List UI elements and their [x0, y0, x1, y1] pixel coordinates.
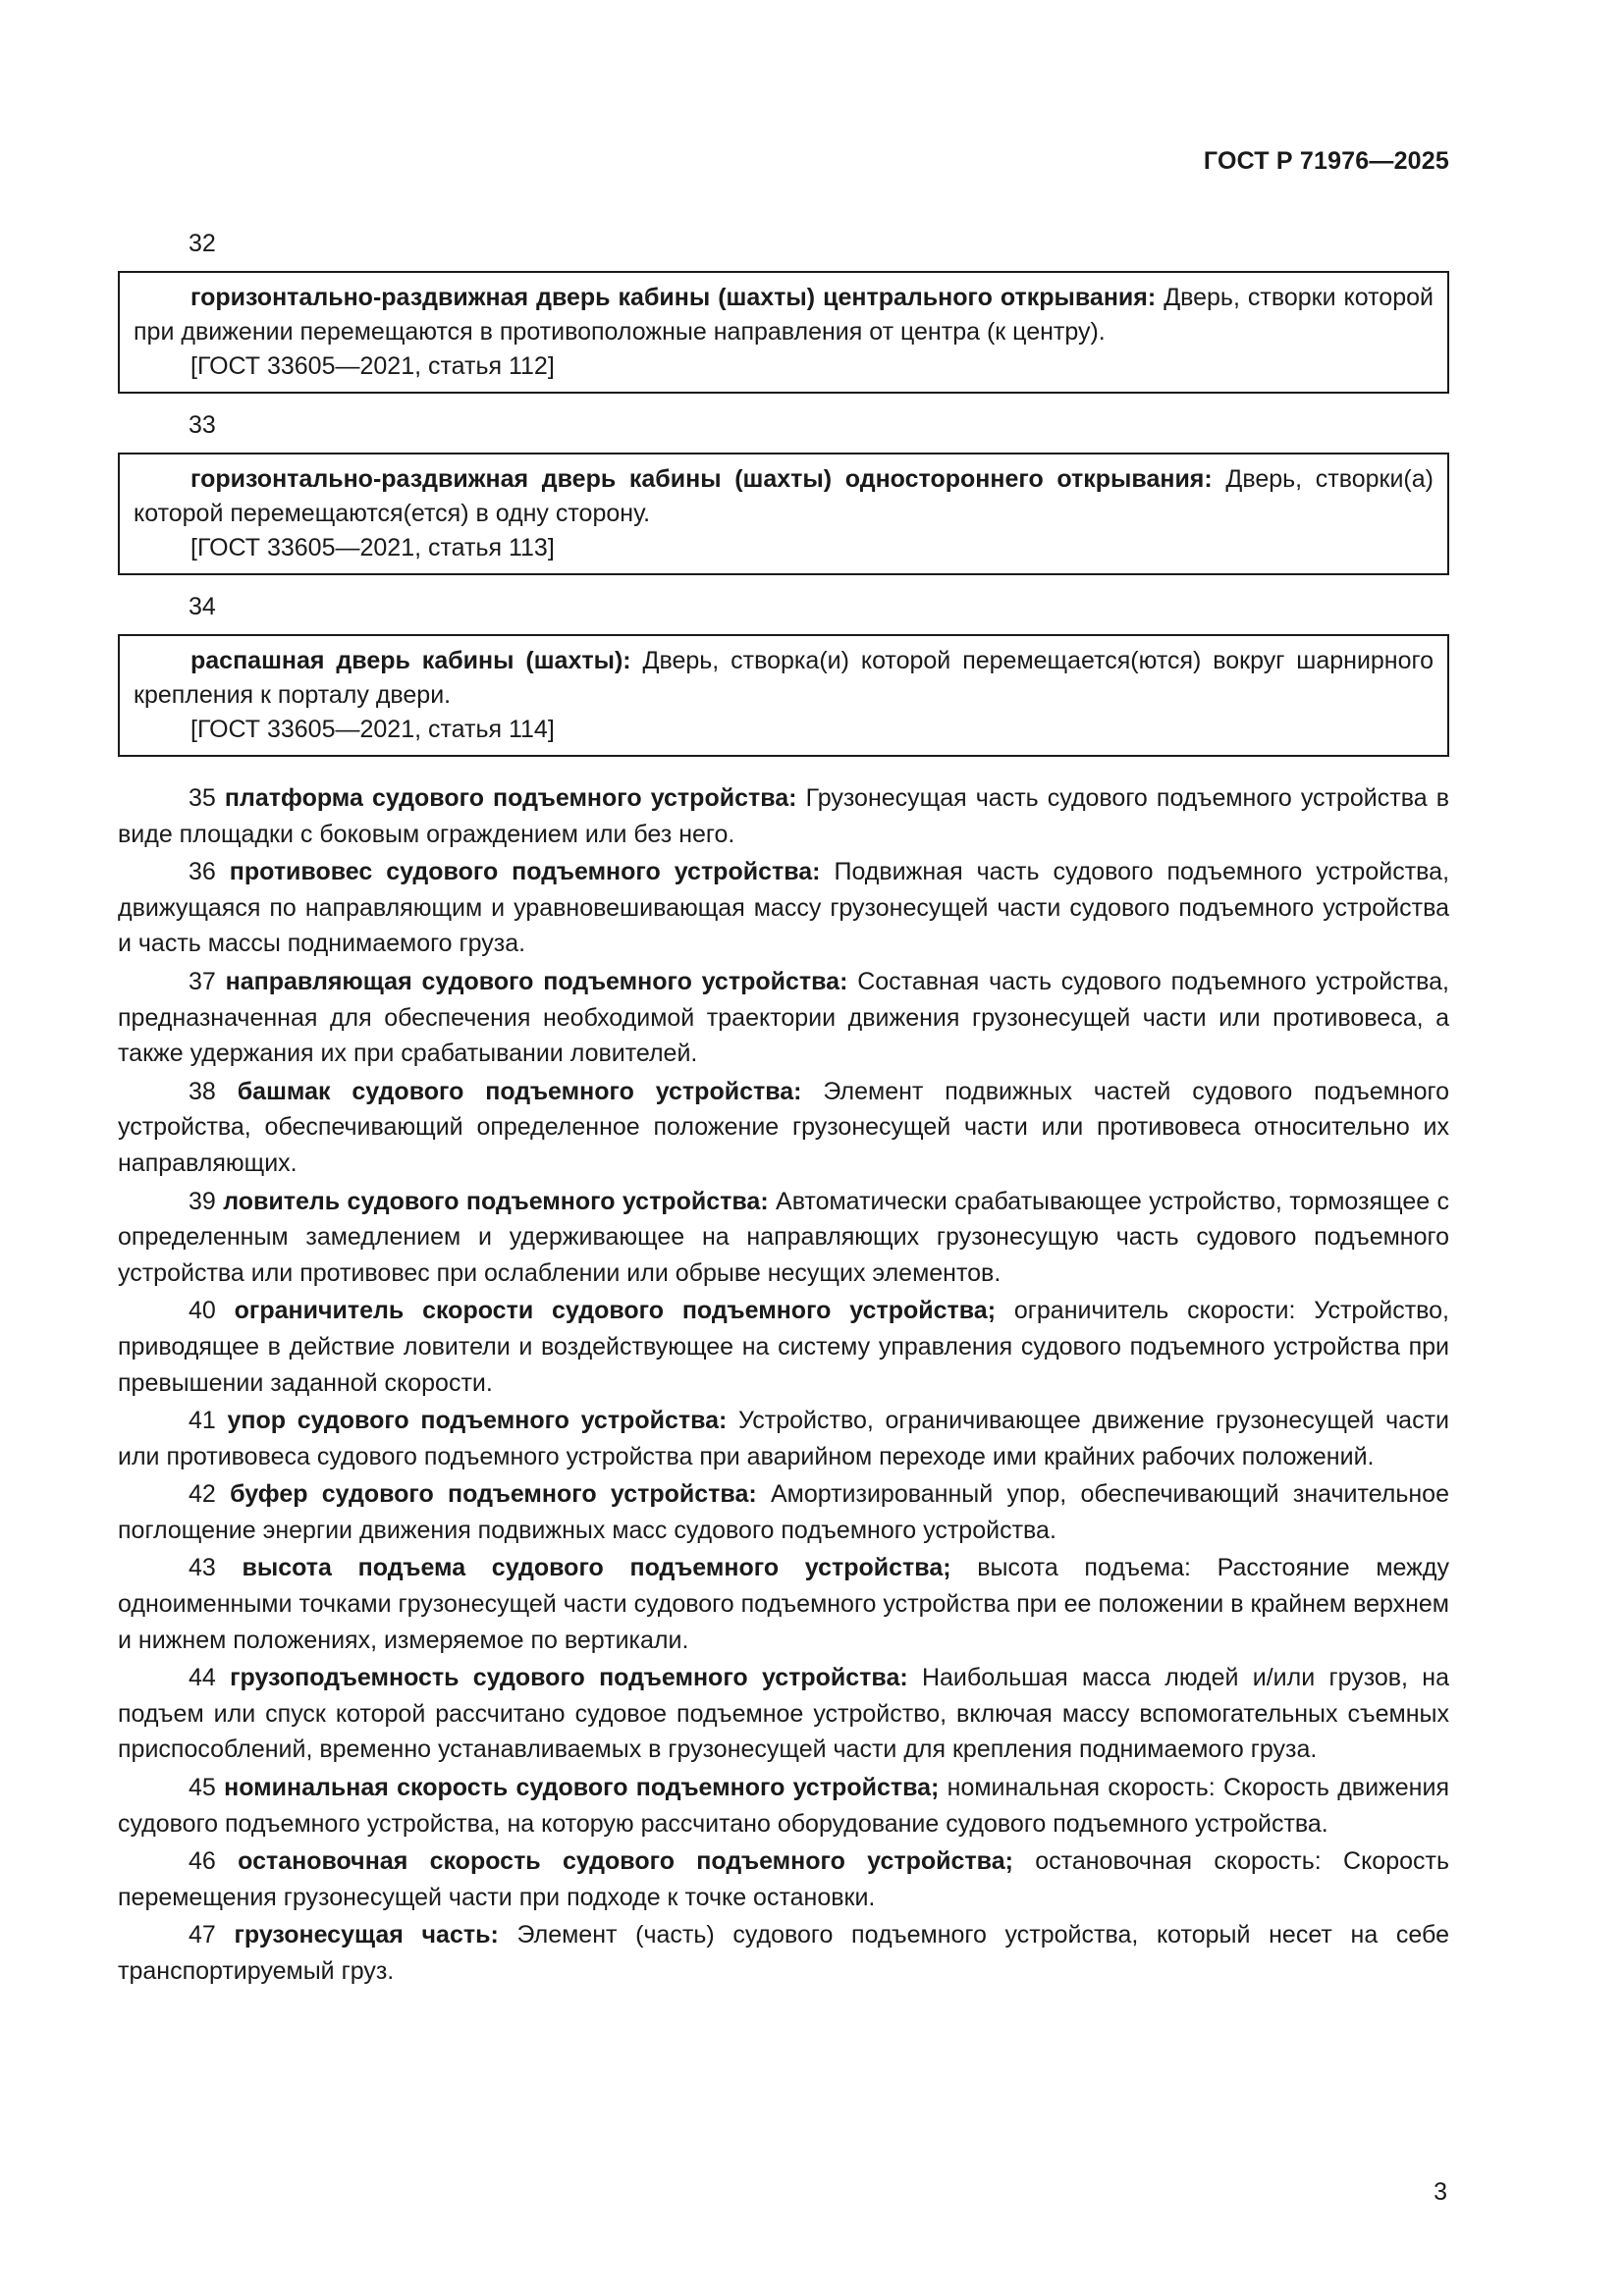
- term-name: башмак судового подъемного устройства:: [237, 1077, 802, 1105]
- term-name: платформа судового подъемного устройства:: [224, 784, 797, 812]
- boxed-term-text: [134, 462, 1434, 531]
- term-entry: [118, 964, 1449, 1072]
- term-name: грузоподъемность судового подъемного устройства:: [230, 1664, 908, 1692]
- term-entry: [118, 1550, 1449, 1658]
- term-entry: [118, 1660, 1449, 1768]
- boxed-term: [118, 453, 1449, 575]
- term-entry: [118, 1074, 1449, 1182]
- boxed-term-text: [134, 644, 1434, 713]
- entry-number: 45: [189, 1774, 216, 1802]
- term-name: грузонесущая часть:: [234, 1921, 499, 1949]
- entry-number: 35: [189, 784, 216, 812]
- page-number: 3: [1434, 2178, 1447, 2206]
- term-name: ловитель судового подъемного устройства:: [223, 1187, 769, 1215]
- term-definition: Амортизированный упор, обеспечивающий значительное поглощение энергии движения подвижных масс судового подъемного устройства.: [118, 1480, 1449, 1544]
- term-entry: [118, 1184, 1449, 1292]
- term-name: направляющая судового подъемного устройства:: [225, 967, 848, 995]
- term-definition: Наибольшая масса людей и/или грузов, на подъем или спуск которой рассчитано судовое подъемное устройство, включая массу вспомогательных съемных приспособлений, временно устанавливаемых в грузонесущей части для крепления поднимаемого груза.: [118, 1664, 1449, 1764]
- term-definition: Устройство, ограничивающее движение грузонесущей части или противовеса судового подъемного устройства при аварийном переходе ими крайних рабочих положений.: [118, 1407, 1449, 1470]
- term-definition: Грузонесущая часть судового подъемного устройства в виде площадки с боковым ограждением или без него.: [118, 784, 1450, 848]
- term-list: [118, 780, 1449, 1990]
- term-name: горизонтально-раздвижная дверь кабины (шахты) одностороннего открывания:: [190, 465, 1213, 493]
- term-definition: Элемент (часть) судового подъемного устройства, который несет на себе транспортируемый груз.: [118, 1921, 1449, 1985]
- boxed-term-number: 34: [189, 593, 216, 620]
- term-definition: Элемент подвижных частей судового подъемного устройства, обеспечивающий определенное положение грузонесущей части или противовеса относительно их направляющих.: [118, 1077, 1450, 1177]
- entry-number: 44: [189, 1664, 216, 1692]
- term-entry: [118, 1770, 1449, 1842]
- page-content: [118, 226, 1449, 1992]
- term-reference: [ГОСТ 33605—2021, статья 113]: [190, 534, 555, 561]
- term-definition: остановочная скорость: Скорость перемещения грузонесущей части при подходе к точке остановки.: [118, 1847, 1449, 1911]
- term-entry: [118, 1293, 1449, 1401]
- boxed-term-number: 32: [189, 230, 216, 257]
- entry-number: 36: [189, 858, 216, 886]
- term-definition: Автоматически срабатывающее устройство, тормозящее с определенным замедлением и удерживающее на направляющих грузонесущую часть судового подъемного устройства или противовес при ослаблении или обрыве несущих элементов.: [118, 1187, 1450, 1287]
- entry-number: 47: [189, 1921, 216, 1949]
- boxed-term: [118, 271, 1449, 394]
- term-name: ограничитель скорости судового подъемного устройства;: [234, 1297, 997, 1325]
- boxed-term-text: [134, 281, 1434, 349]
- boxed-term: [118, 634, 1449, 757]
- term-definition: ограничитель скорости: Устройство, приводящее в действие ловители и воздействующее на систему управления судового подъемного устройства при превышении заданной скорости.: [118, 1297, 1449, 1397]
- term-reference: [ГОСТ 33605—2021, статья 112]: [190, 352, 555, 380]
- term-definition: Дверь, створка(и) которой перемещается(ются) вокруг шарнирного крепления к порталу двери.: [134, 647, 1434, 709]
- term-name: номинальная скорость судового подъемного устройства;: [224, 1774, 940, 1802]
- term-entry: [118, 780, 1449, 852]
- entry-number: 46: [189, 1847, 216, 1876]
- term-definition: Дверь, створки которой при движении перемещаются в противоположные направления от центра (к центру).: [134, 284, 1434, 346]
- term-name: горизонтально-раздвижная дверь кабины (шахты) центрального открывания:: [190, 284, 1157, 311]
- document-header: ГОСТ Р 71976—2025: [1203, 147, 1449, 175]
- entry-number: 40: [189, 1297, 216, 1325]
- entry-number: 41: [189, 1407, 216, 1435]
- term-definition: Дверь, створки(а) которой перемещаются(ется) в одну сторону.: [134, 465, 1434, 527]
- entry-number: 43: [189, 1554, 216, 1582]
- term-name: высота подъема судового подъемного устройства;: [242, 1554, 951, 1582]
- term-definition: номинальная скорость: Скорость движения судового подъемного устройства, на которую рассчитано оборудование судового подъемного устройства.: [118, 1774, 1449, 1838]
- term-entry: [118, 1917, 1449, 1989]
- term-entry: [118, 1403, 1449, 1474]
- term-name: буфер судового подъемного устройства:: [230, 1480, 757, 1509]
- entry-number: 37: [189, 967, 216, 995]
- term-definition: Подвижная часть судового подъемного устройства, движущаяся по направляющим и уравновешивающая массу грузонесущей части судового подъемного устройства и часть массы поднимаемого груза.: [118, 858, 1450, 958]
- term-reference: [ГОСТ 33605—2021, статья 114]: [190, 716, 555, 743]
- entry-number: 42: [189, 1480, 216, 1509]
- term-name: противовес судового подъемного устройства:: [229, 858, 821, 886]
- term-definition: высота подъема: Расстояние между одноименными точками грузонесущей части судового подъемного устройства при ее положении в крайнем верхнем и нижнем положениях, измеряемое по вертикали.: [118, 1554, 1449, 1654]
- term-entry: [118, 1843, 1449, 1915]
- term-definition: Составная часть судового подъемного устройства, предназначенная для обеспечения необходимой траектории движения грузонесущей части или противовеса, а также удержания их при срабатывании ловителей.: [118, 967, 1449, 1068]
- term-entry: [118, 1476, 1449, 1548]
- boxed-term-number: 33: [189, 411, 216, 439]
- term-name: остановочная скорость судового подъемного устройства;: [238, 1847, 1013, 1876]
- term-name: упор судового подъемного устройства:: [227, 1407, 728, 1435]
- entry-number: 39: [189, 1187, 216, 1215]
- term-name: распашная дверь кабины (шахты):: [190, 647, 631, 674]
- entry-number: 38: [189, 1077, 216, 1105]
- term-entry: [118, 854, 1449, 962]
